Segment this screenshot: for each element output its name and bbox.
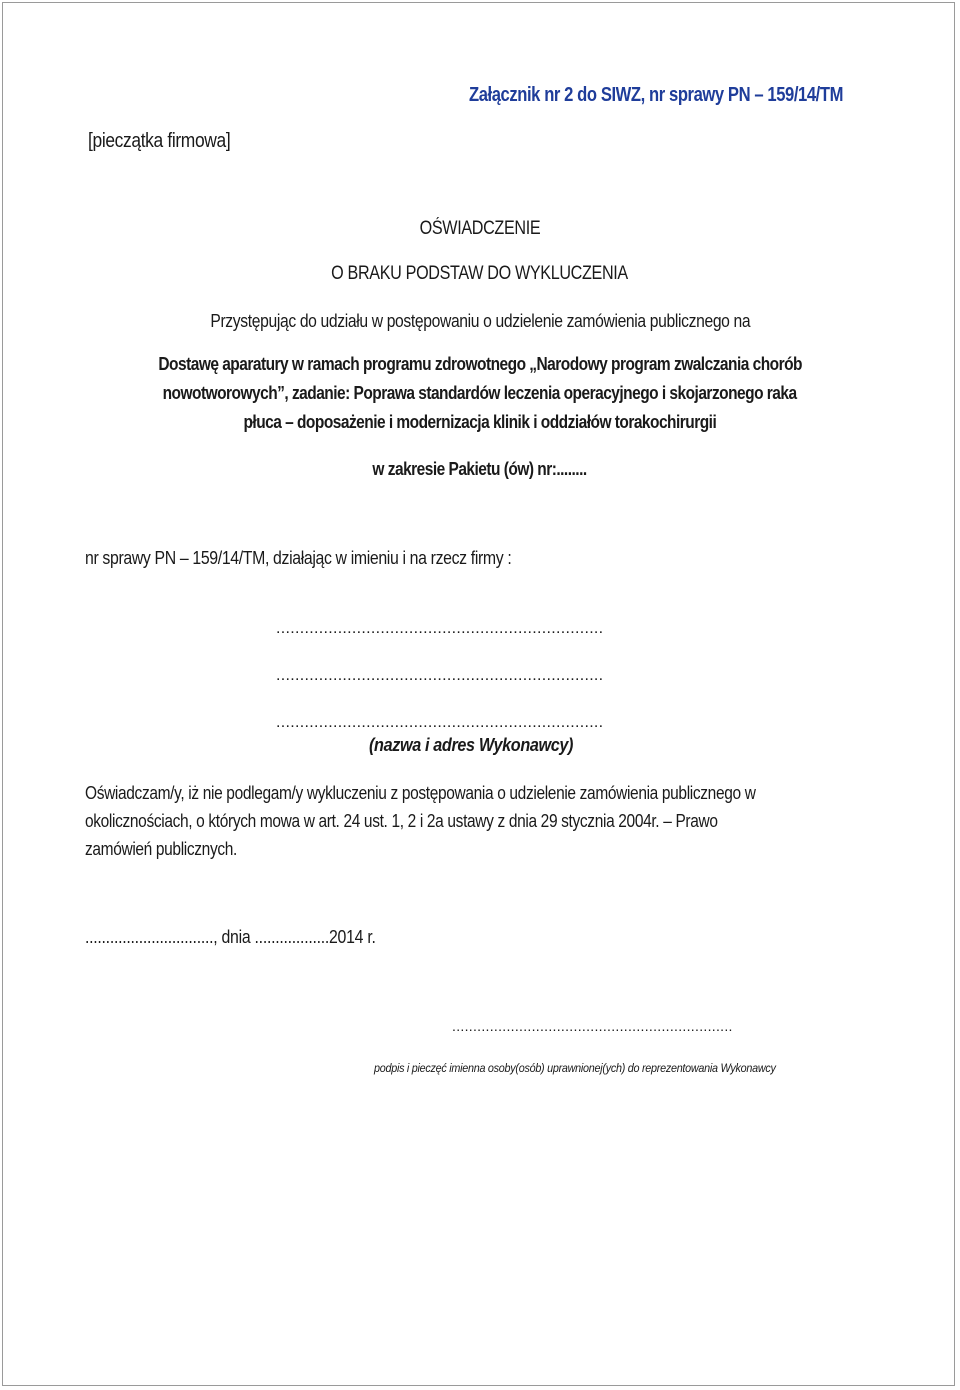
subject-line-1-text: Dostawę aparatury w ramach programu zdrowotnego „Narodowy program zwalczania chorób xyxy=(158,354,802,374)
place-date-text: ..............................., dnia ..................2014 r. xyxy=(85,927,376,947)
contractor-caption xyxy=(369,735,596,756)
page-border xyxy=(2,2,955,1386)
contractor-name-field-2: ..................................................................... xyxy=(276,667,604,684)
case-number-text: nr sprawy PN – 159/14/TM, działając w imieniu i na rzecz firmy : xyxy=(85,548,512,568)
company-stamp-placeholder xyxy=(88,130,252,153)
subject-line-2-text: nowotworowych”, zadanie: Poprawa standardów leczenia operacyjnego i skojarzonego raka xyxy=(162,383,797,403)
contractor-caption-text: (nazwa i adres Wykonawcy) xyxy=(369,735,574,755)
annex-heading xyxy=(469,84,920,107)
signature-caption-text: podpis i pieczęć imienna osoby(osób) uprawnionej(ych) do reprezentowania Wykonawcy xyxy=(374,1061,776,1075)
subject-line-3-text: płuca – doposażenie i modernizacja klinik i oddziałów torakochirurgii xyxy=(243,412,717,432)
document-subtitle xyxy=(0,263,960,285)
statement-line-3 xyxy=(85,839,262,860)
package-number-line xyxy=(0,459,960,480)
contractor-name-field-3: ..................................................................... xyxy=(276,714,604,731)
signature-caption xyxy=(374,1061,820,1075)
case-number-line xyxy=(85,548,570,569)
statement-line-2-text: okolicznościach, o których mowa w art. 24 ust. 1, 2 i 2a ustawy z dnia 29 stycznia 2004r. – Prawo xyxy=(85,811,718,831)
intro-text: Przystępując do udziału w postępowaniu o udzielenie zamówienia publicznego na xyxy=(210,311,750,331)
document-title-text: OŚWIADCZENIE xyxy=(419,218,541,239)
statement-line-3-text: zamówień publicznych. xyxy=(85,839,237,859)
annex-heading-text: Załącznik nr 2 do SIWZ, nr sprawy PN – 159/14/TM xyxy=(469,84,843,106)
statement-line-2 xyxy=(85,811,821,832)
signature-field: ................................................................... xyxy=(452,1018,733,1034)
place-date-line xyxy=(85,927,415,948)
document-subtitle-text: O BRAKU PODSTAW DO WYKLUCZENIA xyxy=(331,263,629,284)
statement-line-1 xyxy=(85,783,865,804)
package-number-text: w zakresie Pakietu (ów) nr:........ xyxy=(372,459,588,479)
subject-line-1 xyxy=(0,354,960,375)
company-stamp-text: [pieczątka firmowa] xyxy=(88,130,231,152)
document-title xyxy=(0,218,960,240)
subject-line-3 xyxy=(0,412,960,433)
contractor-name-field-1: ..................................................................... xyxy=(276,620,604,637)
intro-paragraph xyxy=(0,311,960,332)
subject-line-2 xyxy=(0,383,960,404)
statement-line-1-text: Oświadczam/y, iż nie podlegam/y wykluczeniu z postępowania o udzielenie zamówienia publicznego w xyxy=(85,783,756,803)
